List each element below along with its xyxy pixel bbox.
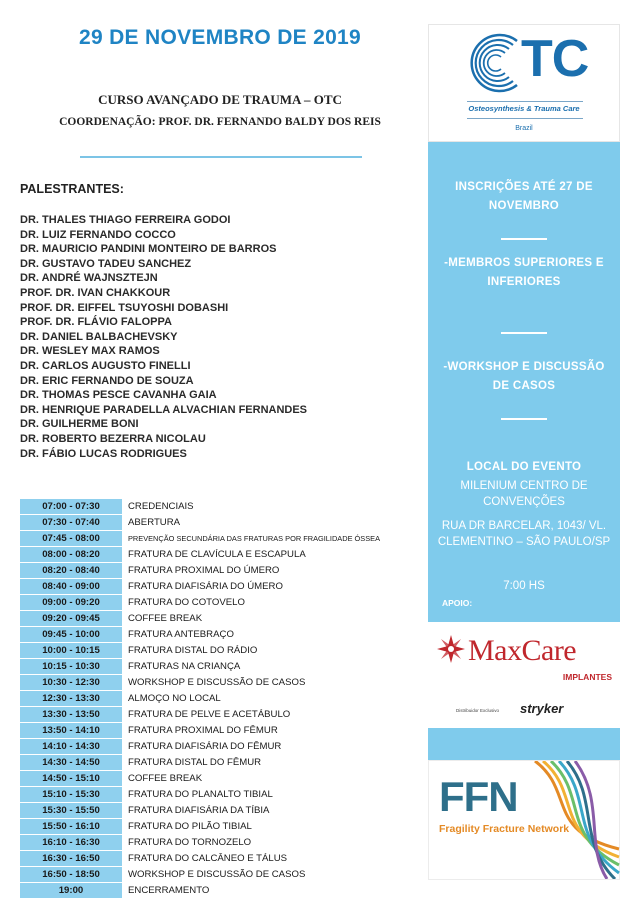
stryker-wordmark: stryker — [520, 701, 564, 716]
schedule-time: 10:15 - 10:30 — [20, 659, 122, 675]
schedule-time: 15:50 - 16:10 — [20, 819, 122, 835]
speaker-name: DR. FÁBIO LUCAS RODRIGUES — [20, 447, 187, 460]
schedule-time: 09:45 - 10:00 — [20, 627, 122, 643]
schedule-time: 14:10 - 14:30 — [20, 739, 122, 755]
schedule-time: 10:00 - 10:15 — [20, 643, 122, 659]
ffn-waves-icon — [515, 761, 621, 879]
otc-logo-country: Brazil — [515, 125, 533, 132]
otc-logo — [428, 24, 620, 142]
maxcare-tagline: IMPLANTES — [562, 672, 612, 682]
schedule-time: 15:30 - 15:50 — [20, 803, 122, 819]
schedule-time: 13:50 - 14:10 — [20, 723, 122, 739]
schedule-row — [20, 755, 420, 771]
maxcare-logo — [428, 622, 620, 728]
schedule-time: 07:00 - 07:30 — [20, 499, 122, 515]
ffn-full-name: Fragility Fracture Network — [439, 823, 570, 835]
schedule-time: 16:10 - 16:30 — [20, 835, 122, 851]
schedule-event: FRATURAS NA CRIANÇA — [128, 661, 241, 672]
schedule-event: FRATURA DO PILÃO TIBIAL — [128, 821, 252, 832]
blue-spacer-strip — [428, 728, 620, 760]
schedule-row — [20, 611, 420, 627]
schedule-event: FRATURA DIAFISÁRIA DA TÍBIA — [128, 805, 270, 816]
otc-rule-bottom — [467, 118, 583, 119]
schedule-row — [20, 707, 420, 723]
schedule-row — [20, 739, 420, 755]
otc-rule-top — [467, 101, 583, 102]
title-divider — [80, 156, 362, 158]
event-start-time: 7:00 HS — [503, 580, 545, 592]
speaker-name: DR. LUIZ FERNANDO COCCO — [20, 228, 176, 241]
event-date-title: 29 DE NOVEMBRO DE 2019 — [78, 26, 362, 49]
schedule-row — [20, 499, 420, 515]
registration-deadline: INSCRIÇÕES ATÉ 27 DE NOVEMBRO — [455, 181, 593, 212]
schedule-row — [20, 547, 420, 563]
schedule-event: FRATURA PROXIMAL DO FÊMUR — [128, 725, 278, 736]
schedule-event: FRATURA DIAFISÁRIA DO FÊMUR — [128, 741, 282, 752]
schedule-row — [20, 531, 420, 547]
schedule-time: 16:30 - 16:50 — [20, 851, 122, 867]
otc-logo-subtitle: Osteosynthesis & Trauma Care — [468, 104, 580, 113]
schedule-time: 14:50 - 15:10 — [20, 771, 122, 787]
schedule-event: FRATURA DISTAL DO FÊMUR — [128, 757, 262, 768]
info-separator — [501, 418, 547, 420]
speaker-name: DR. ANDRÉ WAJNSZTEJN — [20, 272, 158, 285]
schedule-time: 07:45 - 08:00 — [20, 531, 122, 547]
stryker-distributor-label: Distribuidor Exclusivo — [456, 708, 500, 713]
schedule-row — [20, 675, 420, 691]
schedule-row — [20, 723, 420, 739]
schedule-event: FRATURA PROXIMAL DO ÚMERO — [128, 565, 280, 576]
venue-name: MILENIUM CENTRO DE CONVENÇÕES — [460, 480, 588, 508]
schedule-time: 14:30 - 14:50 — [20, 755, 122, 771]
schedule-time: 10:30 - 12:30 — [20, 675, 122, 691]
schedule-row — [20, 787, 420, 803]
course-title: CURSO AVANÇADO DE TRAUMA – OTC — [98, 92, 342, 107]
schedule-time: 07:30 - 07:40 — [20, 515, 122, 531]
speaker-name: DR. CARLOS AUGUSTO FINELLI — [20, 359, 191, 372]
ffn-wordmark: FFN — [439, 773, 518, 820]
schedule-event: WORKSHOP E DISCUSSÃO DE CASOS — [128, 677, 306, 688]
schedule-row — [20, 851, 420, 867]
venue-heading: LOCAL DO EVENTO — [466, 461, 582, 473]
speaker-name: DR. THOMAS PESCE CAVANHA GAIA — [20, 389, 217, 402]
schedule-time: 08:00 - 08:20 — [20, 547, 122, 563]
schedule-event: FRATURA DE CLAVÍCULA E ESCAPULA — [128, 549, 306, 560]
schedule-time: 13:30 - 13:50 — [20, 707, 122, 723]
schedule-event: FRATURA DO CALCÂNEO E TÁLUS — [128, 853, 288, 864]
schedule-time: 15:10 - 15:30 — [20, 787, 122, 803]
schedule-row — [20, 883, 420, 899]
schedule-event: FRATURA ANTEBRAÇO — [128, 629, 234, 640]
schedule-event: FRATURA DIAFISÁRIA DO ÚMERO — [128, 581, 283, 592]
schedule-event: ABERTURA — [128, 517, 181, 528]
schedule-time: 08:20 - 08:40 — [20, 563, 122, 579]
topic-limbs: -MEMBROS SUPERIORES E INFERIORES — [444, 257, 604, 288]
schedule-event: WORKSHOP E DISCUSSÃO DE CASOS — [128, 869, 306, 880]
speaker-name: DR. ROBERTO BEZERRA NICOLAU — [20, 432, 206, 445]
speaker-name: DR. THALES THIAGO FERREIRA GODOI — [20, 214, 231, 226]
speaker-name: DR. HENRIQUE PARADELLA ALVACHIAN FERNANDES — [20, 403, 308, 416]
schedule-event: PREVENÇÃO SECUNDÁRIA DAS FRATURAS POR FRAGILIDADE ÓSSEA — [128, 534, 381, 543]
maxcare-star-icon — [436, 634, 466, 664]
schedule-event: COFFEE BREAK — [128, 773, 203, 784]
otc-logo-letters: TC — [521, 30, 589, 88]
speaker-name: PROF. DR. FLÁVIO FALOPPA — [20, 316, 172, 329]
schedule-row — [20, 515, 420, 531]
schedule-event: ENCERRAMENTO — [128, 885, 210, 896]
speaker-name: DR. GUILHERME BONI — [20, 418, 139, 431]
schedule-row — [20, 835, 420, 851]
venue-address: RUA DR BARCELAR, 1043/ VL. CLEMENTINO – SÃO PAULO/SP — [437, 520, 611, 548]
speaker-name: DR. WESLEY MAX RAMOS — [20, 345, 160, 358]
schedule-row — [20, 867, 420, 883]
schedule-time: 16:50 - 18:50 — [20, 867, 122, 883]
schedule-event: ALMOÇO NO LOCAL — [128, 693, 221, 704]
schedule-time: 19:00 — [20, 883, 122, 899]
schedule-time: 12:30 - 13:30 — [20, 691, 122, 707]
schedule-row — [20, 819, 420, 835]
topic-workshop: -WORKSHOP E DISCUSSÃO DE CASOS — [443, 361, 605, 392]
schedule-row — [20, 643, 420, 659]
schedule-event: FRATURA DE PELVE E ACETÁBULO — [128, 709, 291, 720]
speaker-name: DR. DANIEL BALBACHEVSKY — [20, 330, 178, 343]
schedule-event: FRATURA DO COTOVELO — [128, 597, 245, 608]
otc-rings-icon — [465, 31, 525, 95]
ffn-logo — [428, 760, 620, 880]
speaker-name: DR. MAURICIO PANDINI MONTEIRO DE BARROS — [20, 243, 277, 256]
speaker-name: PROF. DR. EIFFEL TSUYOSHI DOBASHI — [20, 301, 229, 314]
speaker-name: PROF. DR. IVAN CHAKKOUR — [20, 286, 171, 299]
schedule-event: FRATURA DISTAL DO RÁDIO — [128, 645, 258, 656]
schedule-row — [20, 659, 420, 675]
schedule-event: FRATURA DO PLANALTO TIBIAL — [128, 789, 273, 800]
schedule-time: 09:20 - 09:45 — [20, 611, 122, 627]
maxcare-wordmark: MaxCare — [468, 634, 577, 667]
speaker-name: DR. ERIC FERNANDO DE SOUZA — [20, 374, 194, 387]
schedule-row — [20, 627, 420, 643]
schedule-event: CREDENCIAIS — [128, 501, 194, 513]
schedule-row — [20, 595, 420, 611]
speaker-name: DR. GUSTAVO TADEU SANCHEZ — [20, 257, 192, 270]
support-label: APOIO: — [442, 598, 473, 608]
info-separator — [501, 238, 547, 240]
schedule-event: COFFEE BREAK — [128, 613, 203, 624]
speakers-heading: PALESTRANTES: — [20, 182, 124, 196]
schedule-table — [20, 499, 420, 899]
schedule-row — [20, 579, 420, 595]
coordination-line: COORDENAÇÃO: PROF. DR. FERNANDO BALDY DOS REIS — [59, 116, 381, 128]
speakers-list — [20, 213, 307, 461]
info-panel — [428, 142, 620, 622]
schedule-event: FRATURA DO TORNOZELO — [128, 837, 252, 848]
schedule-time: 09:00 - 09:20 — [20, 595, 122, 611]
schedule-time: 08:40 - 09:00 — [20, 579, 122, 595]
schedule-row — [20, 691, 420, 707]
info-separator — [501, 332, 547, 334]
schedule-row — [20, 563, 420, 579]
schedule-row — [20, 771, 420, 787]
schedule-row — [20, 803, 420, 819]
